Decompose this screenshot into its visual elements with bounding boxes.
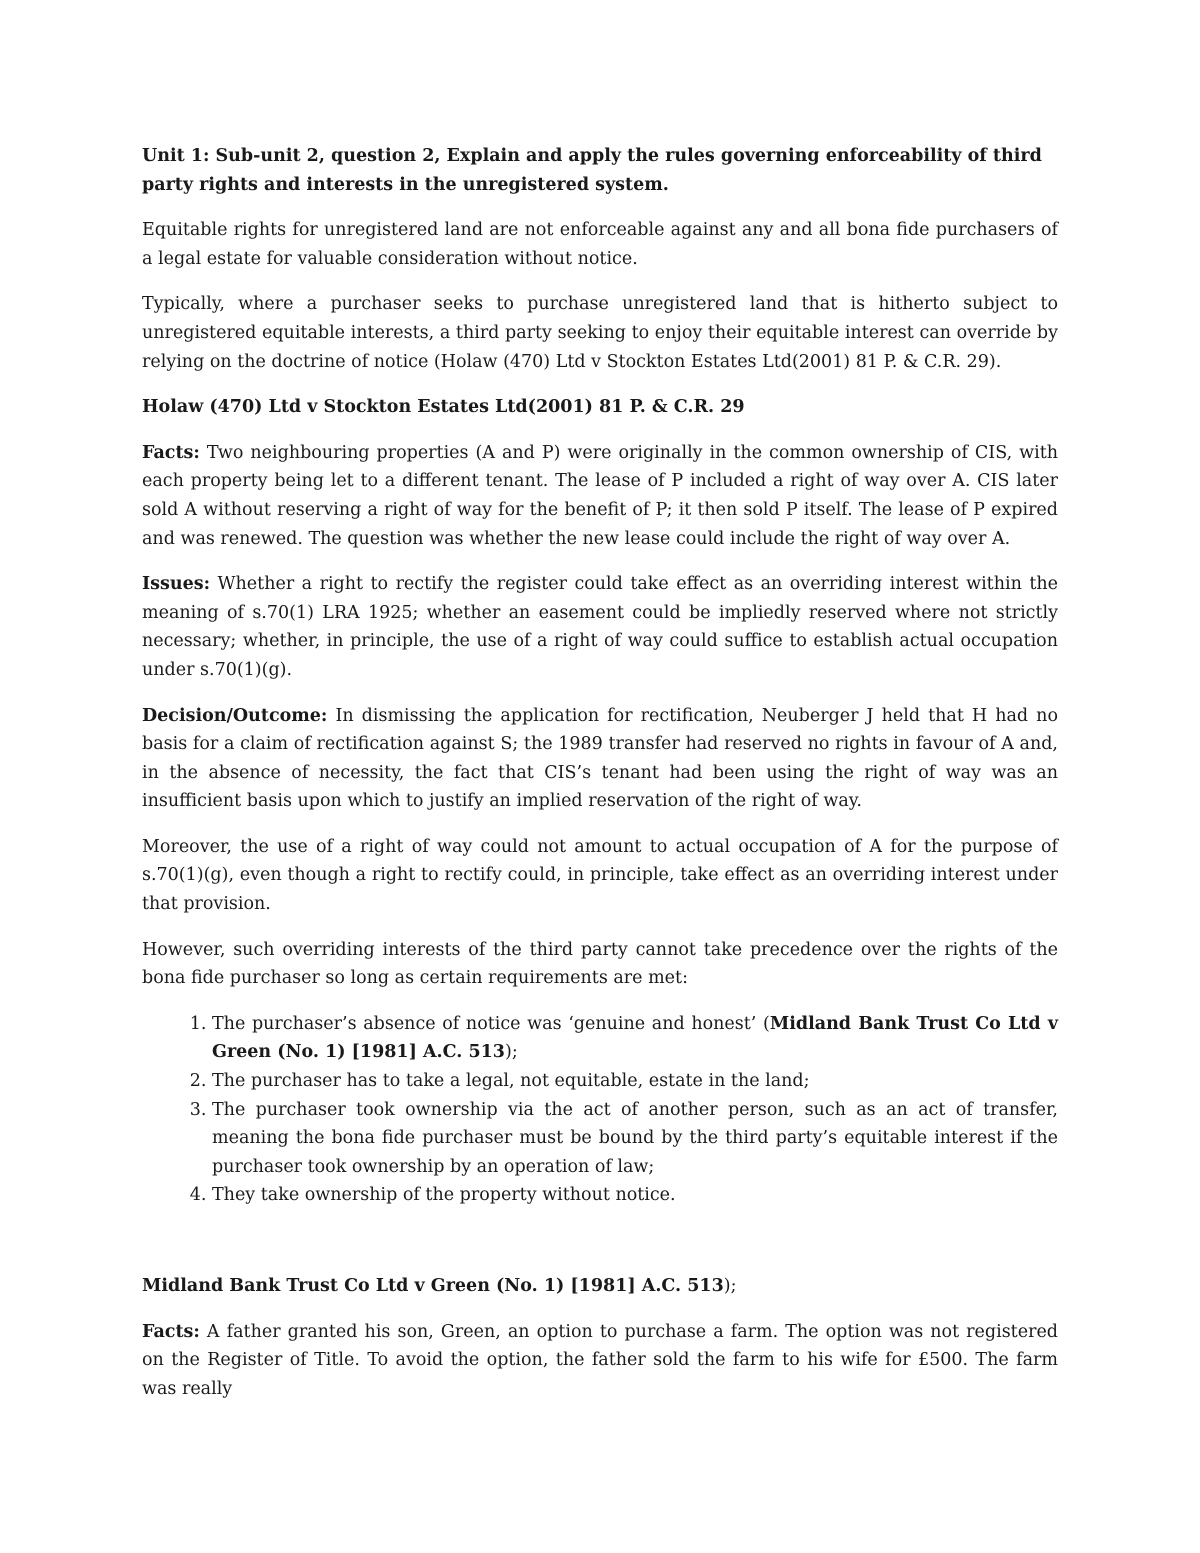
- midland-facts-paragraph: [142, 1318, 1058, 1404]
- issues-text: Whether a right to rectify the register could take effect as an overriding interest within the meaning of s.70(1) LRA 1925; whether an easement could be impliedly reserved where not strictly necessary; whether, in principle, the use of a right of way could suffice to establish actual occupation under s.70(1)(g).: [142, 574, 1058, 680]
- intro-paragraph-2: Typically, where a purchaser seeks to purchase unregistered land that is hitherto subject to unregistered equitable interests, a third party seeking to enjoy their equitable interest can override by relying on the doctrine of notice (Holaw (470) Ltd v Stockton Estates Ltd(2001) 81 P. & C.R. 29).: [142, 294, 1058, 372]
- however-paragraph: However, such overriding interests of the third party cannot take precedence over the rights of the bona fide purchaser so long as certain requirements are met:: [142, 939, 1058, 989]
- list-item: [212, 1181, 1058, 1210]
- holaw-moreover-paragraph: Moreover, the use of a right of way could not amount to actual occupation of A for the purpose of s.70(1)(g), even though a right to rectify could, in principle, take effect as an overriding interest under that provision.: [142, 836, 1058, 915]
- holaw-facts-paragraph: [142, 439, 1058, 553]
- midland-case-heading: [142, 1272, 1058, 1301]
- holaw-issues-paragraph: [142, 570, 1058, 684]
- requirement-1-case-citation: Midland Bank Trust Co Ltd v Green (No. 1) [1981] A.C. 513: [212, 1013, 1058, 1063]
- list-item: [212, 1010, 1058, 1067]
- holaw-case-heading: Holaw (470) Ltd v Stockton Estates Ltd(2001) 81 P. & C.R. 29: [142, 397, 745, 418]
- requirement-1-text: The purchaser’s absence of notice was ‘genuine and honest’ (: [212, 1013, 770, 1034]
- midland-heading-end: );: [723, 1276, 737, 1296]
- decision-text: In dismissing the application for rectification, Neuberger J held that H had no basis for a claim of rectification against S; the 1989 transfer had reserved no rights in favour of A and, in the absence of necessity, the fact that CIS’s tenant had been using the right of way was an insufficient basis upon which to justify an implied reservation of the right of way.: [142, 705, 1058, 812]
- issues-label: Issues:: [142, 574, 211, 595]
- requirement-2-text: The purchaser has to take a legal, not equitable, estate in the land;: [212, 1071, 810, 1092]
- list-item: [212, 1096, 1058, 1182]
- requirement-3-text: The purchaser took ownership via the act of another person, such as an act of transfer, meaning the bona fide purchaser must be bound by the third party’s equitable interest if the purchaser took ownership by an operation of law;: [212, 1099, 1058, 1177]
- requirements-list: [142, 1010, 1058, 1210]
- facts-text: Two neighbouring properties (A and P) were originally in the common ownership of CIS, with each property being let to a different tenant. The lease of P included a right of way over A. CIS later sold A without reserving a right of way for the benefit of P; it then sold P itself. The lease of P expired and was renewed. The question was whether the new lease could include the right of way over A.: [142, 442, 1058, 549]
- midland-facts-text: A father granted his son, Green, an option to purchase a farm. The option was not registered on the Register of Title. To avoid the option, the father sold the farm to his wife for £500. The farm was really: [142, 1321, 1058, 1399]
- decision-label: Decision/Outcome:: [142, 705, 328, 726]
- requirement-1-end: );: [505, 1042, 518, 1063]
- holaw-decision-paragraph: [142, 702, 1058, 816]
- document-title: Unit 1: Sub-unit 2, question 2, Explain and apply the rules governing enforceability of third party rights and interests in the unregistered system.: [142, 146, 1042, 195]
- document-page: [142, 142, 1058, 1420]
- intro-paragraph-1: Equitable rights for unregistered land are not enforceable against any and all bona fide purchasers of a legal estate for valuable consideration without notice.: [142, 220, 1058, 269]
- facts-label: Facts:: [142, 442, 200, 463]
- requirement-4-text: They take ownership of the property without notice.: [212, 1185, 676, 1206]
- blank-line: [142, 1227, 1058, 1272]
- list-item: [212, 1067, 1058, 1096]
- midland-heading-text: Midland Bank Trust Co Ltd v Green (No. 1) [1981] A.C. 513: [142, 1276, 724, 1296]
- midland-facts-label: Facts:: [142, 1321, 200, 1342]
